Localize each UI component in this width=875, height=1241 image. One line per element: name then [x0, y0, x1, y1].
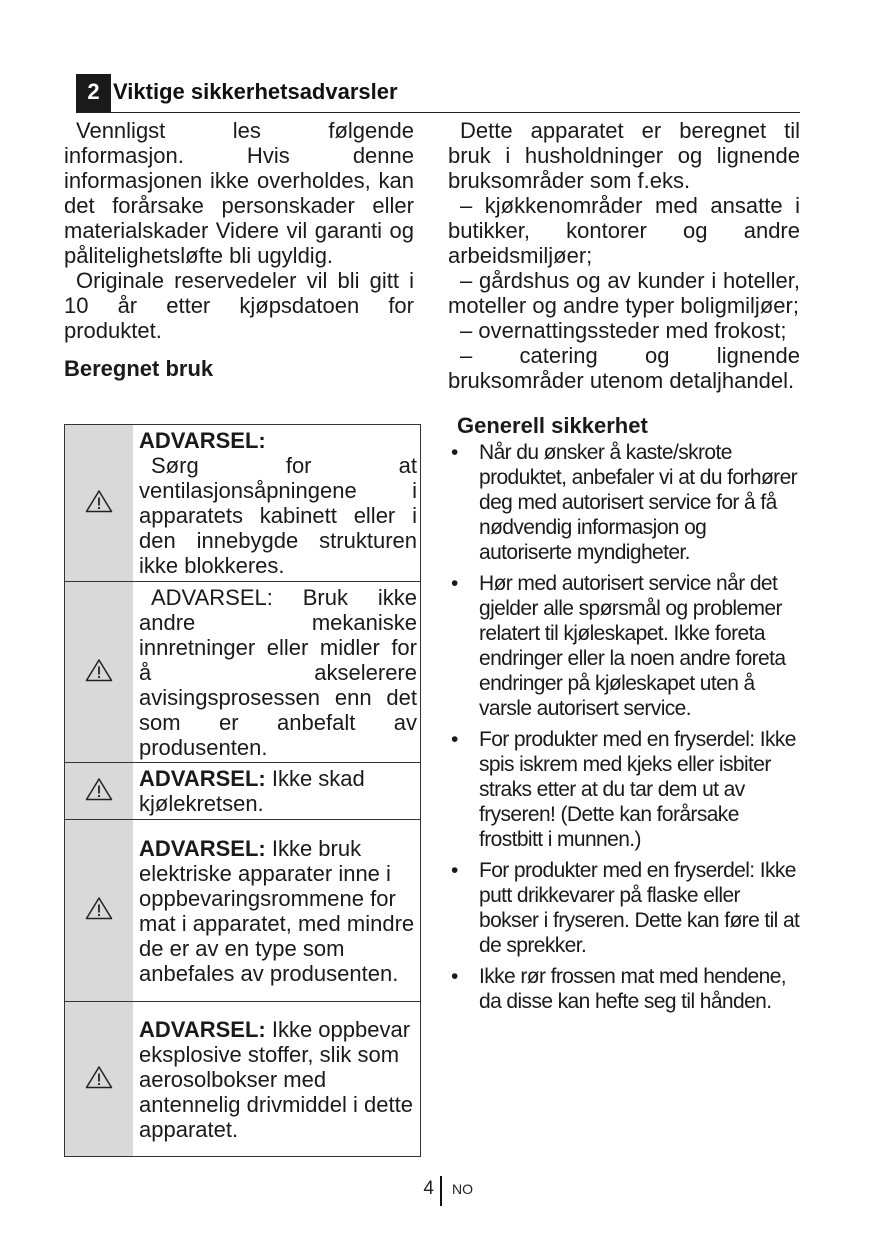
list-item-text: Hør med autorisert service når det gjelder alle spørsmål og problemer relatert til kjøleskapet. Ikke foreta endringer eller la noen andre foreta endringer på kjøleskapet uten å varsle autorisert service. [479, 572, 786, 720]
warning-text [139, 766, 417, 816]
warning-text: ADVARSEL: Bruk ikke andre mekaniske innretninger eller midler for å akselerere avisingsprosessen enn det som er anbefalt av produsenten. [139, 584, 417, 760]
warning-triangle-icon [85, 1065, 113, 1089]
warning-body: Ikke bruk elektriske apparater inne i oppbevaringsrommene for mat i apparatet, med mindre de er av en type som anbefales av produsenten. [139, 835, 415, 986]
warning-text-cell [133, 582, 421, 763]
warning-icon-cell [65, 425, 134, 582]
bullet-icon: • [451, 728, 458, 751]
intro-paragraph: Vennligst les følgende informasjon. Hvis denne informasjonen ikke overholdes, kan det forårsake personskader eller materialskader Videre vil garanti og pålitelighetsløfte bli ugyldig. [64, 118, 414, 268]
left-column [64, 118, 414, 384]
bullet-icon: • [451, 572, 458, 595]
warning-text-cell [133, 820, 421, 1002]
list-item-text: Ikke rør frossen mat med hendene, da disse kan hefte seg til hånden. [479, 965, 787, 1013]
list-item-text: Når du ønsker å kaste/skrote produktet, anbefaler vi at du forhører deg med autorisert service for å få nødvendig informasjon og autoriserte myndigheter. [479, 441, 798, 564]
list-item [448, 858, 800, 958]
use-item: – catering og lignende bruksområder utenom detaljhandel. [448, 343, 800, 393]
warning-triangle-icon [85, 896, 113, 920]
warning-body: Ikke oppbevar eksplosive stoffer, slik som aerosolbokser med antennelig drivmiddel i dette apparatet. [139, 1016, 413, 1142]
warning-text-cell [133, 763, 421, 820]
warning-icon-cell [65, 763, 134, 820]
warning-label: ADVARSEL: [139, 835, 266, 861]
warning-label: ADVARSEL: [139, 428, 266, 453]
warning-triangle-icon [85, 777, 113, 801]
warning-body: Ikke skad kjølekretsen. [139, 766, 365, 816]
warning-row [65, 1002, 421, 1157]
bullet-icon: • [451, 441, 458, 464]
warning-text: Sørg for at ventilasjonsåpningene i apparatets kabinett eller i den innebygde strukturen ikke blokkeres. [139, 453, 417, 578]
warning-label: ADVARSEL: [139, 766, 266, 791]
list-item [448, 727, 800, 852]
warning-row [65, 425, 421, 582]
bullet-icon: • [451, 965, 458, 988]
intended-use-paragraph: Dette apparatet er beregnet til bruk i husholdninger og lignende bruksområder som f.eks. [448, 118, 800, 193]
bullet-icon: • [451, 859, 458, 882]
list-item-text: For produkter med en fryserdel: Ikke spis iskrem med kjeks eller isbiter straks etter at du tar dem ut av fryseren! (Dette kan forårsake frostbitt i munnen.) [479, 728, 796, 851]
list-item [448, 571, 800, 721]
list-item-text: For produkter med en fryserdel: Ikke putt drikkevarer på flaske eller bokser i fryseren. Dette kan føre til at de sprekker. [479, 859, 800, 957]
warning-table [64, 424, 421, 1157]
spare-parts-paragraph: Originale reservedeler vil bli gitt i 10 år etter kjøpsdatoen for produktet. [64, 268, 414, 343]
language-code: NO [452, 1181, 473, 1197]
warning-icon-cell [65, 1002, 134, 1157]
list-item [448, 964, 800, 1014]
list-item [448, 440, 800, 565]
chapter-number: 2 [76, 74, 111, 112]
warning-triangle-icon [85, 658, 113, 682]
chapter-header [76, 74, 800, 113]
page-footer [0, 1176, 875, 1206]
intended-use-heading: Beregnet bruk [64, 356, 214, 381]
warning-text [139, 1017, 417, 1142]
warning-icon-cell [65, 582, 134, 763]
page-number: 4 [423, 1178, 434, 1199]
warning-text-cell [133, 425, 421, 582]
warning-text-cell [133, 1002, 421, 1157]
use-item: – overnattingssteder med frokost; [460, 318, 787, 343]
warning-row [65, 763, 421, 820]
right-column [448, 118, 800, 1020]
chapter-title: Viktige sikkerhetsadvarsler [113, 79, 398, 104]
footer-divider [440, 1176, 442, 1206]
warning-row [65, 582, 421, 763]
warning-row [65, 820, 421, 1002]
use-item: – gårdshus og av kunder i hoteller, moteller og andre typer boligmiljøer; [448, 268, 800, 318]
general-safety-heading: Generell sikkerhet [457, 413, 648, 438]
warning-label: ADVARSEL: [139, 1016, 266, 1042]
warning-text [139, 836, 417, 986]
use-item: – kjøkkenområder med ansatte i butikker, kontorer og andre arbeidsmiljøer; [448, 193, 800, 268]
warning-icon-cell [65, 820, 134, 1002]
warning-triangle-icon [85, 489, 113, 513]
safety-bullet-list [448, 440, 800, 1014]
